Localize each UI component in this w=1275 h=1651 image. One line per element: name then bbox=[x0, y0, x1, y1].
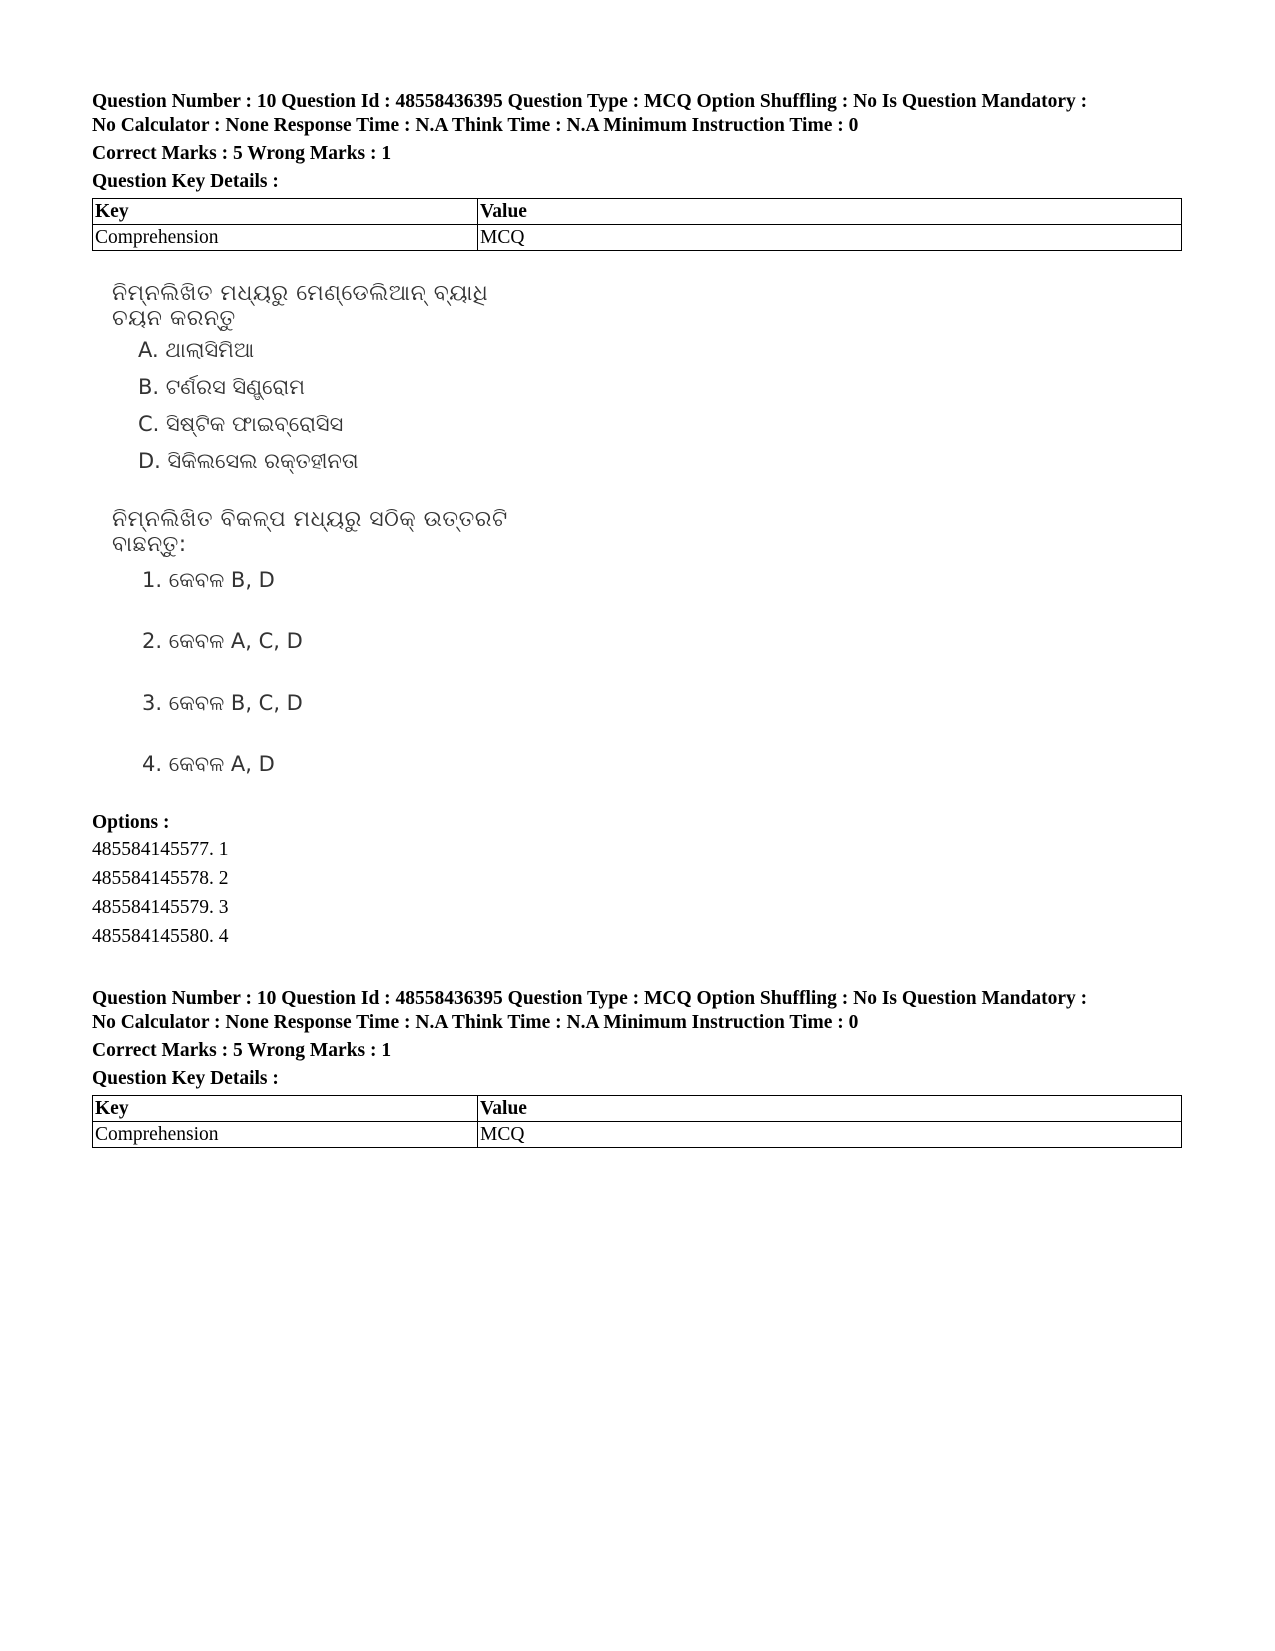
option-row: 485584145577. 1 bbox=[92, 839, 229, 860]
option-row: 485584145580. 4 bbox=[92, 926, 229, 947]
option-row: 485584145579. 3 bbox=[92, 897, 229, 918]
question-instruction: ନିମ୍ନଲିଖିତ ବିକଳ୍ପ ମଧ୍ୟରୁ ସଠିକ୍ ଉତ୍ତରଟି ବାଛନ୍ତୁ: bbox=[112, 507, 508, 557]
key-details-table bbox=[92, 198, 1182, 251]
question-meta-line-1: Question Number : 10 Question Id : 48558436395 Question Type : MCQ Option Shuffling : No Is Question Mandatory : bbox=[92, 91, 1088, 112]
table-header-value: Value bbox=[478, 1096, 1182, 1122]
options-label: Options : bbox=[92, 812, 170, 833]
option-row: 485584145578. 2 bbox=[92, 868, 229, 889]
table-cell-key: Comprehension bbox=[93, 225, 478, 251]
question-meta-line-1: Question Number : 10 Question Id : 48558436395 Question Type : MCQ Option Shuffling : No Is Question Mandatory : bbox=[92, 988, 1088, 1009]
question-image bbox=[112, 271, 532, 811]
table-header-row bbox=[93, 1096, 1182, 1122]
question-meta-line-2: No Calculator : None Response Time : N.A Think Time : N.A Minimum Instruction Time : 0 bbox=[92, 115, 859, 136]
question-block-2 bbox=[92, 987, 1182, 1148]
question-stem: ନିମ୍ନଲିଖିତ ମଧ୍ୟରୁ ମେଣ୍ଡେଲିଆନ୍ ବ୍ୟାଧି ଚୟନ କରନ୍ତୁ bbox=[112, 281, 489, 331]
document-page bbox=[92, 90, 1182, 1148]
choice-2: 2. କେବଳ A, C, D bbox=[142, 629, 303, 653]
choice-1: 1. କେବଳ B, D bbox=[142, 568, 275, 592]
table-header-value: Value bbox=[478, 199, 1182, 225]
choice-3: 3. କେବଳ B, C, D bbox=[142, 691, 303, 715]
table-cell-value: MCQ bbox=[478, 225, 1182, 251]
table-row bbox=[93, 225, 1182, 251]
key-details-label: Question Key Details : bbox=[92, 1068, 279, 1089]
marks-line: Correct Marks : 5 Wrong Marks : 1 bbox=[92, 143, 392, 164]
table-header-key: Key bbox=[93, 199, 478, 225]
question-block-1 bbox=[92, 90, 1182, 951]
statement-b: B. ଟର୍ଣରସ ସିଣ୍ଡ୍ରୋମ bbox=[138, 375, 305, 399]
question-meta-line-2: No Calculator : None Response Time : N.A Think Time : N.A Minimum Instruction Time : 0 bbox=[92, 1012, 859, 1033]
statement-a: A. ଥାଲାସିମିଆ bbox=[138, 338, 255, 362]
key-details-table bbox=[92, 1095, 1182, 1148]
table-row bbox=[93, 1122, 1182, 1148]
table-header-row bbox=[93, 199, 1182, 225]
table-cell-value: MCQ bbox=[478, 1122, 1182, 1148]
table-header-key: Key bbox=[93, 1096, 478, 1122]
statement-d: D. ସିକିଲସେଲ ରକ୍ତହୀନତା bbox=[138, 449, 359, 473]
key-details-label: Question Key Details : bbox=[92, 171, 279, 192]
statement-c: C. ସିଷ୍ଟିକ ଫାଇବ୍ରୋସିସ bbox=[138, 412, 344, 436]
choice-4: 4. କେବଳ A, D bbox=[142, 752, 275, 776]
table-cell-key: Comprehension bbox=[93, 1122, 478, 1148]
marks-line: Correct Marks : 5 Wrong Marks : 1 bbox=[92, 1040, 392, 1061]
